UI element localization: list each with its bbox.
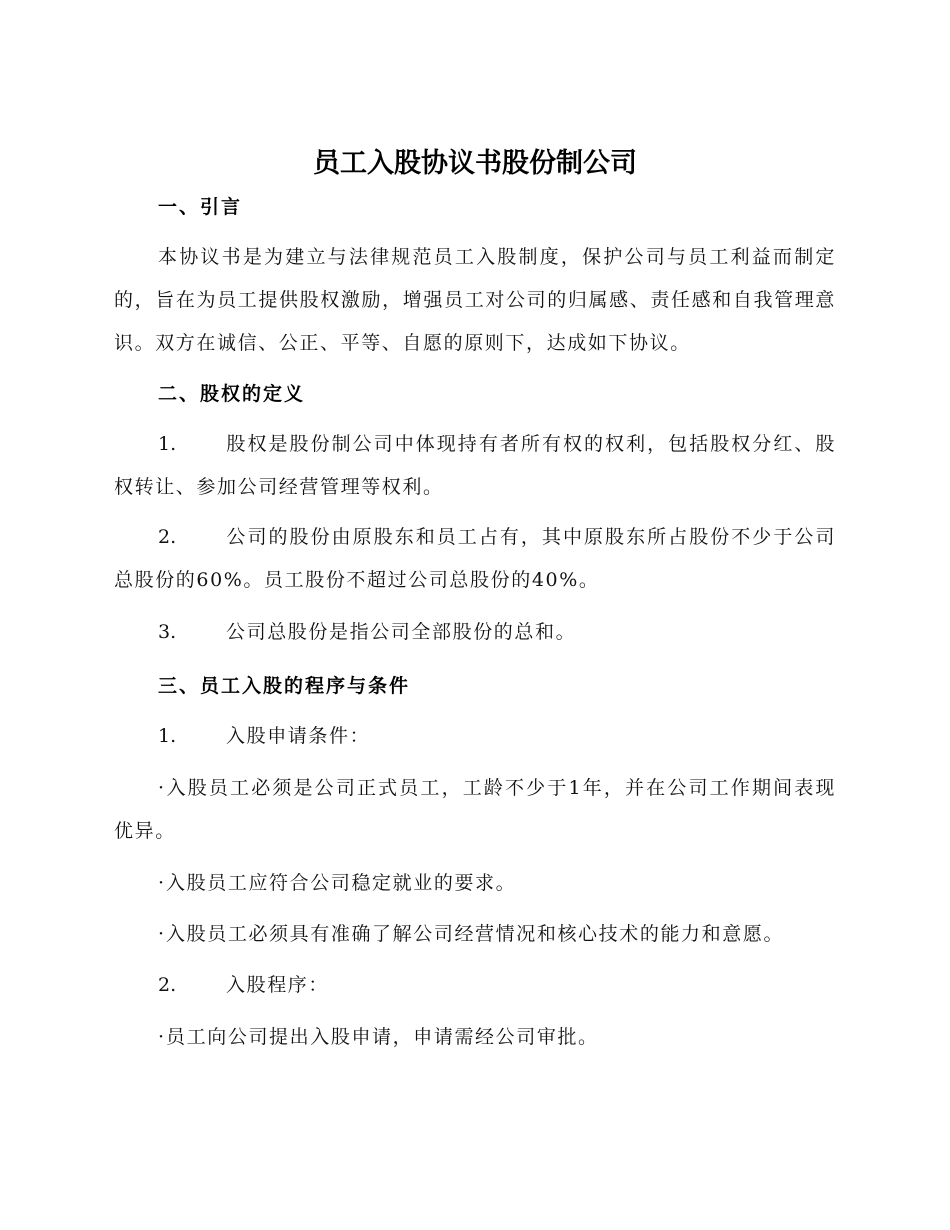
definition-item-3: [114, 611, 836, 654]
bullet-text: 入股员工必须具有准确了解公司经营情况和核心技术的能力和意愿。: [166, 923, 785, 945]
item-text: 股权是股份制公司中体现持有者所有权的权利，包括股权分红、股权转让、参加公司经营管理等权利。: [114, 433, 836, 498]
item-number: 1.: [158, 433, 177, 455]
item-text: 入股程序：: [226, 974, 330, 996]
bullet-text: 员工向公司提出入股申请，申请需经公司审批。: [166, 1026, 599, 1048]
item-number: 2.: [158, 974, 177, 996]
item-text: 入股申请条件：: [226, 725, 371, 747]
item-text: 公司总股份是指公司全部股份的总和。: [226, 621, 577, 643]
procedure-item-2: [114, 964, 836, 1007]
item-text: 公司的股份由原股东和员工占有，其中原股东所占股份不少于公司总股份的60%。员工股份不超过公司总股份的40%。: [114, 526, 836, 591]
document-title: 员工入股协议书股份制公司: [313, 148, 637, 179]
definition-item-1: [114, 423, 836, 509]
procedure-bullet-1: [114, 1016, 836, 1059]
condition-bullet-1: [114, 767, 836, 853]
bullet-text: 入股员工必须是公司正式员工，工龄不少于1年，并在公司工作期间表现优异。: [114, 777, 836, 842]
bullet-mark: ·: [158, 872, 167, 894]
bullet-mark: ·: [158, 1026, 167, 1048]
bullet-mark: ·: [158, 777, 167, 799]
bullet-mark: ·: [158, 923, 167, 945]
condition-bullet-3: [114, 913, 836, 956]
section-heading-procedure: 三、员工入股的程序与条件: [158, 675, 411, 697]
section-heading-equity-definition: 二、股权的定义: [158, 383, 306, 405]
condition-bullet-2: [114, 862, 836, 905]
procedure-item-1: [114, 715, 836, 758]
item-number: 1.: [158, 725, 177, 747]
definition-item-2: [114, 516, 836, 602]
introduction-paragraph: 本协议书是为建立与法律规范员工入股制度，保护公司与员工利益而制定的，旨在为员工提供股权激励，增强员工对公司的归属感、责任感和自我管理意识。双方在诚信、公正、平等、自愿的原则下，达成如下协议。: [114, 246, 836, 354]
item-number: 3.: [158, 621, 177, 643]
item-number: 2.: [158, 526, 177, 548]
section-heading-introduction: 一、引言: [158, 196, 243, 218]
bullet-text: 入股员工应符合公司稳定就业的要求。: [166, 872, 517, 894]
